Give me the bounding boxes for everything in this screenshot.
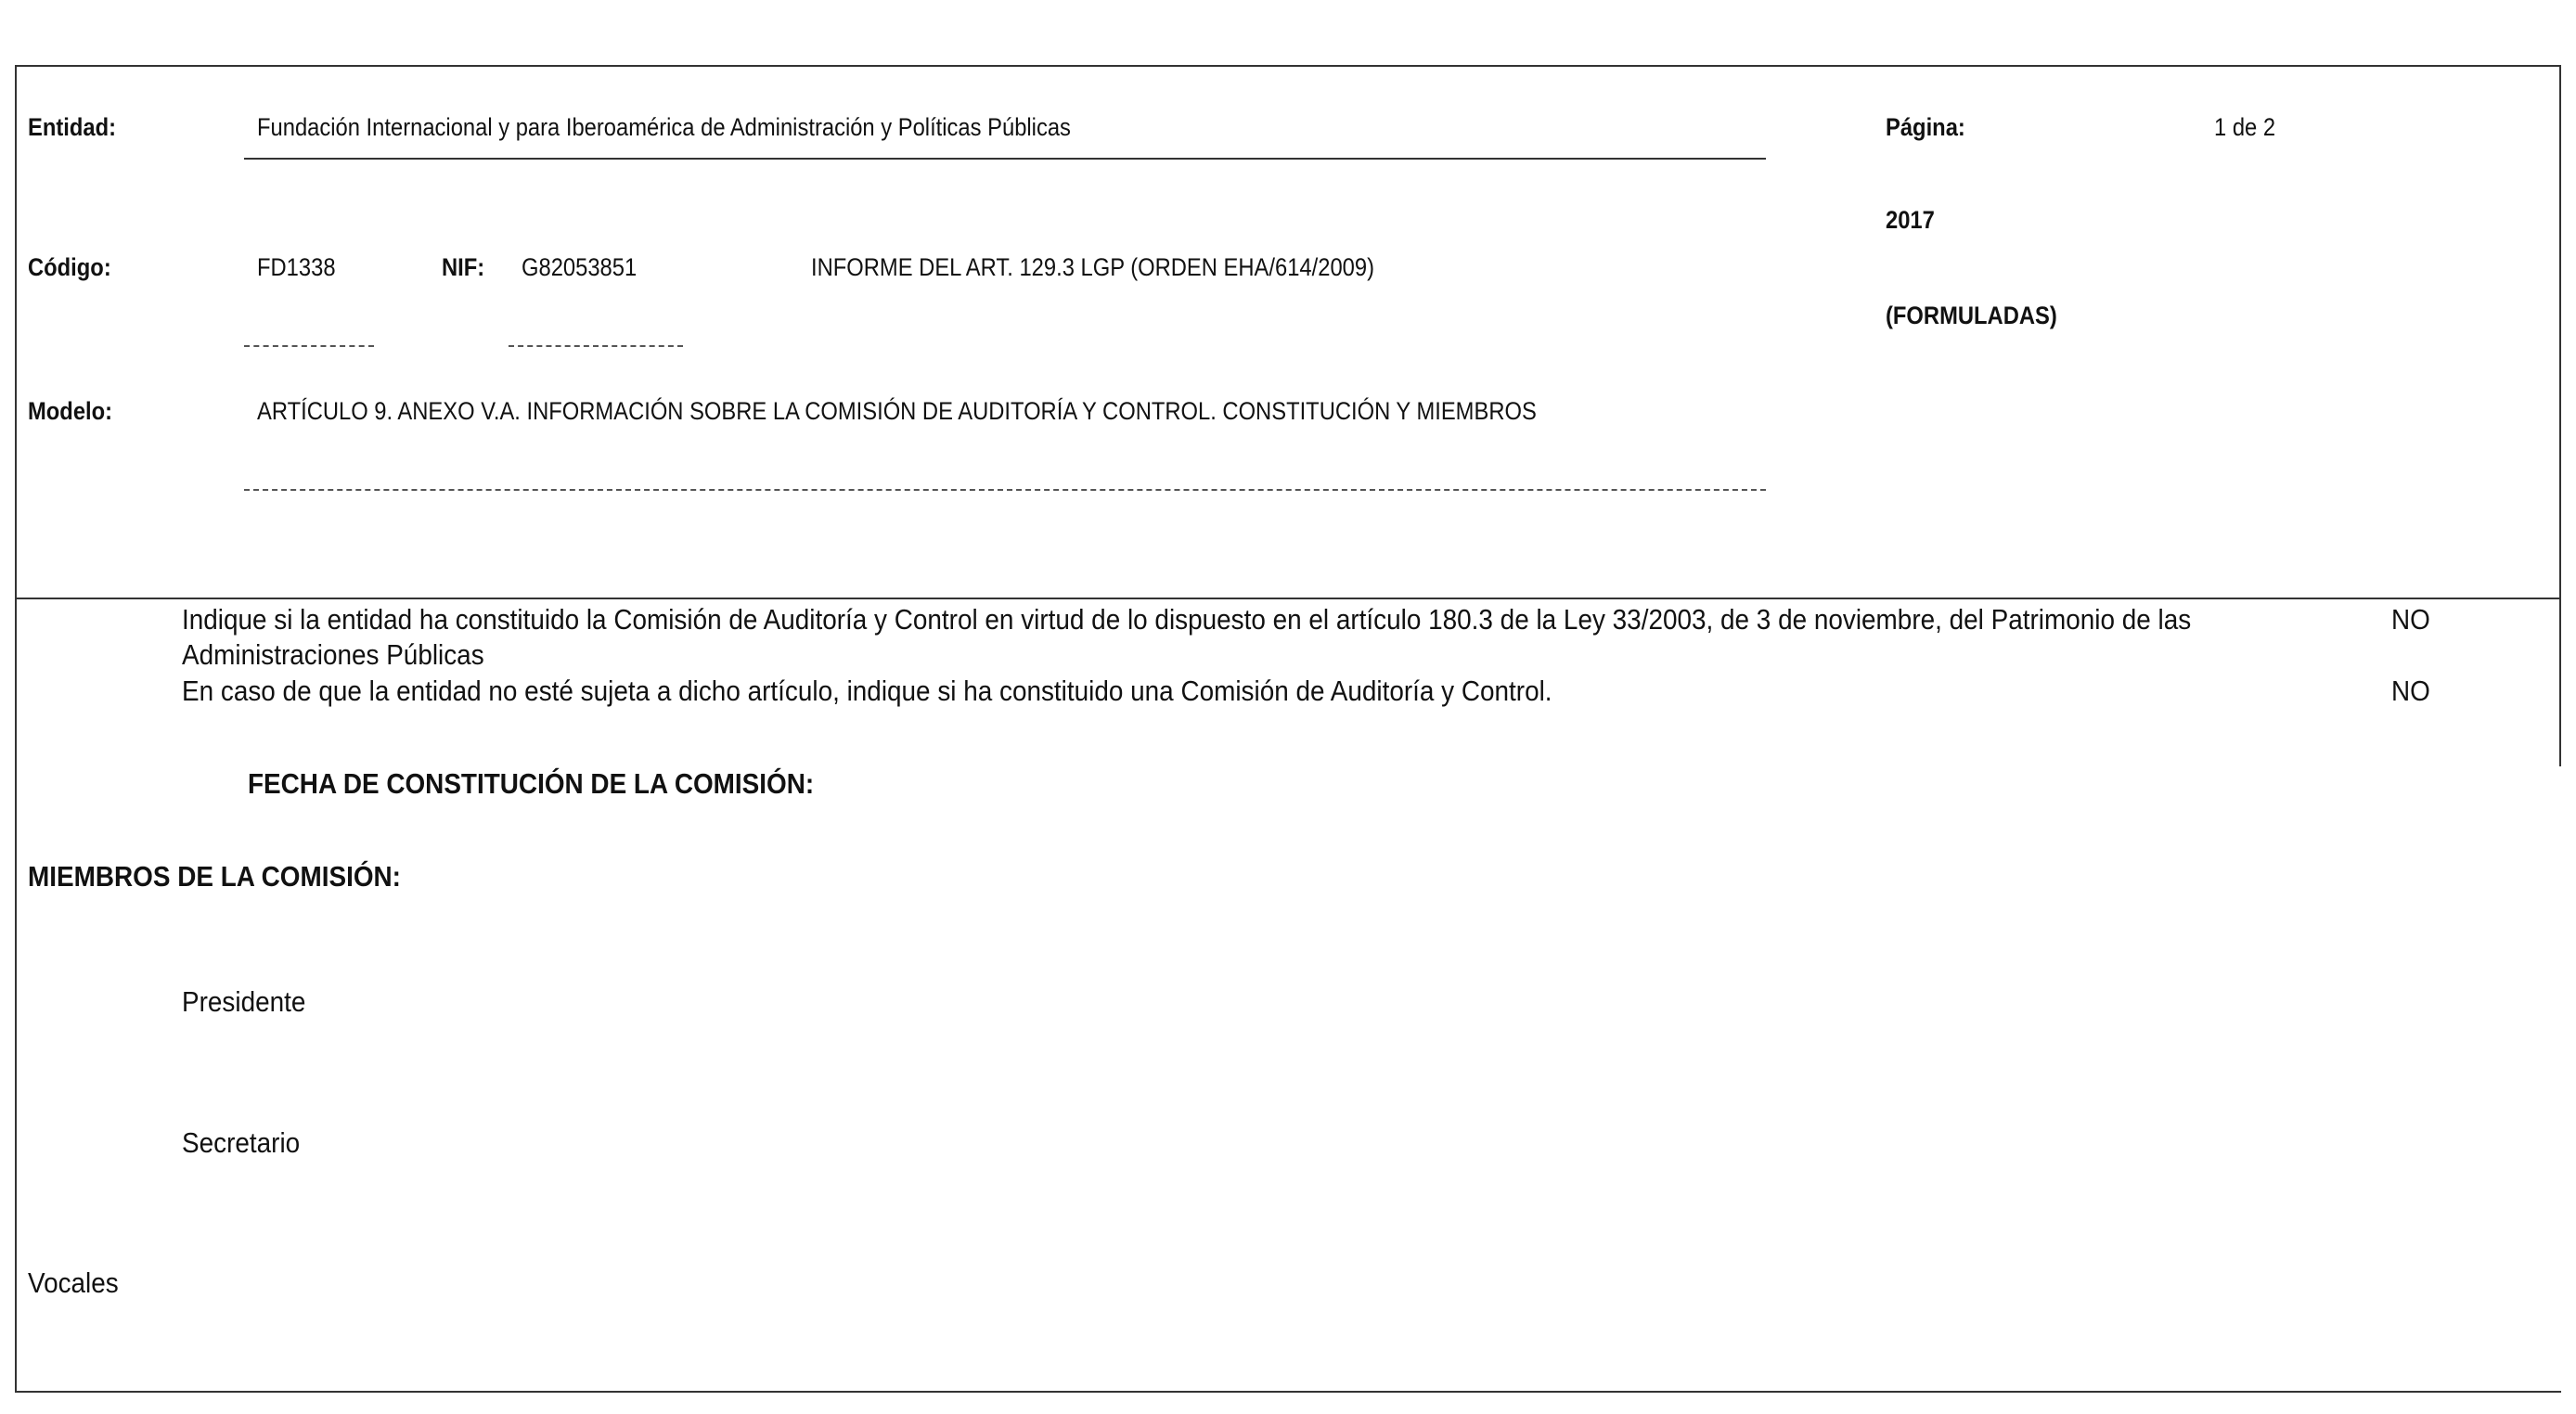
header-bottom-border (15, 598, 2561, 599)
question-1-line-2: Administraciones Públicas (182, 638, 484, 671)
nif-label: NIF: (442, 253, 485, 281)
question-2-answer: NO (2391, 675, 2430, 707)
codigo-dashed-underline (244, 345, 374, 347)
entidad-value: Fundación Internacional y para Iberoamérica de Administración y Políticas Públicas (257, 113, 1071, 141)
presidente-label: Presidente (182, 985, 306, 1018)
report-status: (FORMULADAS) (1886, 302, 2057, 329)
header-right-border (2559, 65, 2561, 766)
modelo-label: Modelo: (28, 397, 113, 425)
entidad-underline (244, 158, 1766, 160)
codigo-value: FD1338 (257, 253, 336, 281)
header-left-border (15, 65, 17, 1392)
miembros-label: MIEMBROS DE LA COMISIÓN: (28, 860, 401, 893)
pagina-value: 1 de 2 (2214, 113, 2276, 141)
page-bottom-border (15, 1391, 2561, 1393)
header-top-border (15, 65, 2561, 67)
nif-value: G82053851 (522, 253, 638, 281)
codigo-label: Código: (28, 253, 111, 281)
nif-dashed-underline (509, 345, 683, 347)
report-year: 2017 (1886, 206, 1935, 234)
secretario-label: Secretario (182, 1126, 301, 1159)
pagina-label: Página: (1886, 113, 1965, 141)
informe-title: INFORME DEL ART. 129.3 LGP (ORDEN EHA/614/2009) (811, 253, 1375, 281)
question-1-answer: NO (2391, 603, 2430, 636)
modelo-dashed-underline (244, 489, 1766, 491)
fecha-constitucion-label: FECHA DE CONSTITUCIÓN DE LA COMISIÓN: (248, 767, 815, 800)
entidad-label: Entidad: (28, 113, 117, 141)
modelo-value: ARTÍCULO 9. ANEXO V.A. INFORMACIÓN SOBRE LA COMISIÓN DE AUDITORÍA Y CONTROL. CONSTITUCIÓN Y MIEMBROS (257, 397, 1537, 425)
question-1-line-1: Indique si la entidad ha constituido la Comisión de Auditoría y Control en virtud de lo dispuesto en el artículo 180.3 de la Ley 33/2003, de 3 de noviembre, del Patrimonio de las (182, 603, 2192, 636)
vocales-label: Vocales (28, 1266, 119, 1299)
question-2-text: En caso de que la entidad no esté sujeta a dicho artículo, indique si ha constituido una Comisión de Auditoría y Control. (182, 675, 1552, 707)
